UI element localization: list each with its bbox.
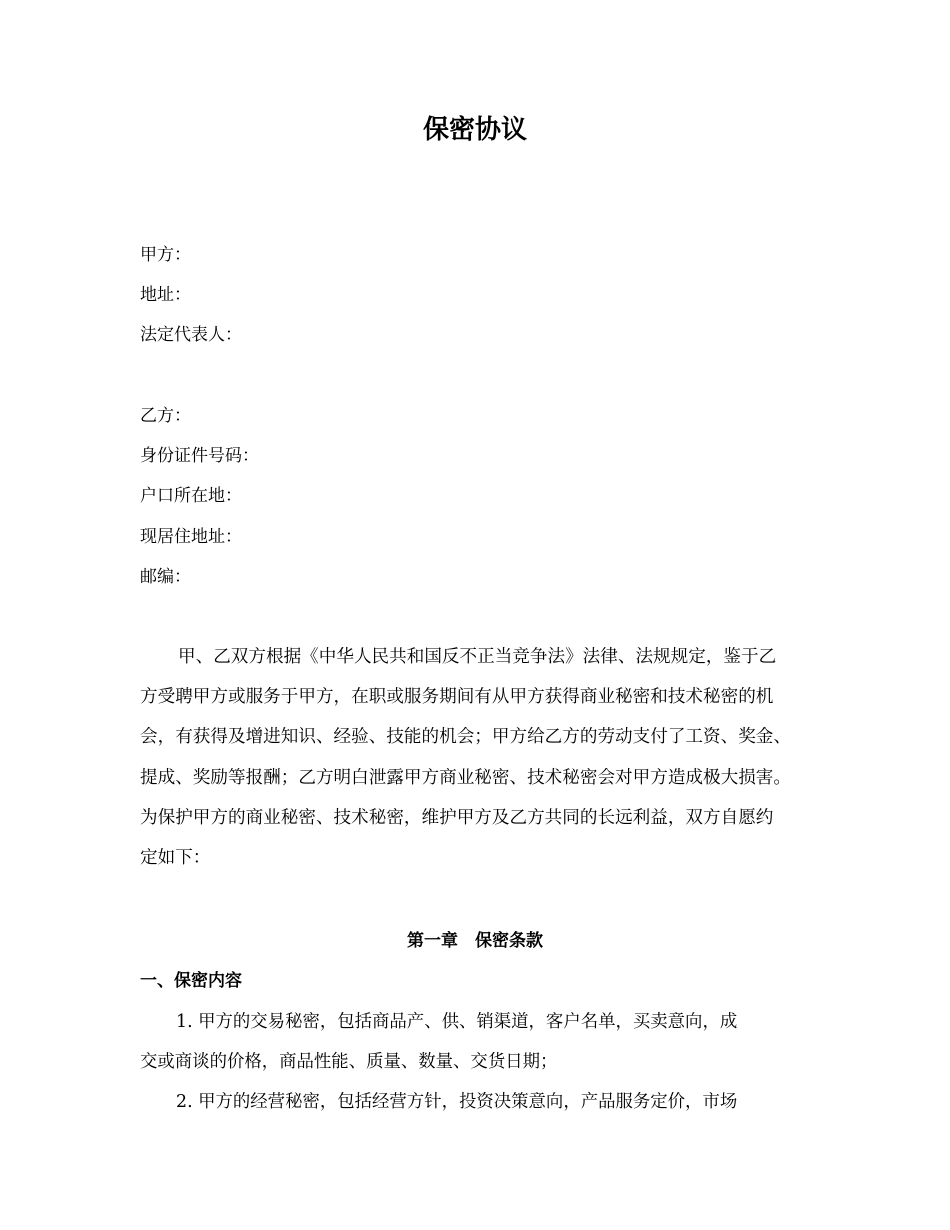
preamble-line: 会，有获得及增进知识、经验、技能的机会；甲方给乙方的劳动支付了工资、奖金、 (140, 727, 791, 747)
chapter-title: 第一章 保密条款 (407, 931, 543, 951)
clause-item-line: 2. 甲方的经营秘密，包括经营方针，投资决策意向，产品服务定价，市场 (176, 1092, 738, 1112)
party-b-hukou-label: 户口所在地： (140, 486, 242, 506)
clause-item-line: 1. 甲方的交易秘密，包括商品产、供、销渠道，客户名单，买卖意向，成 (176, 1012, 738, 1032)
party-a-representative-label: 法定代表人： (140, 325, 242, 345)
preamble-line: 方受聘甲方或服务于甲方，在职或服务期间有从甲方获得商业秘密和技术秘密的机 (140, 687, 774, 707)
party-b-id-label: 身份证件号码： (140, 446, 259, 466)
document-title: 保密协议 (422, 115, 527, 145)
section-title: 一、保密内容 (140, 971, 242, 991)
party-a-name-label: 甲方： (140, 245, 191, 265)
preamble-line: 为保护甲方的商业秘密、技术秘密，维护甲方及乙方共同的长远利益，双方自愿约 (140, 808, 774, 828)
preamble-line: 提成、奖励等报酬；乙方明白泄露甲方商业秘密、技术秘密会对甲方造成极大损害。 (140, 768, 791, 788)
preamble-line: 甲、乙双方根据《中华人民共和国反不正当竞争法》法律、法规规定，鉴于乙 (178, 647, 777, 667)
party-a-address-label: 地址： (140, 285, 191, 305)
party-b-residence-label: 现居住地址： (140, 527, 242, 547)
preamble-line: 定如下： (140, 848, 211, 868)
party-b-name-label: 乙方： (140, 406, 191, 426)
clause-item-line: 交或商谈的价格，商品性能、质量、数量、交货日期； (140, 1052, 558, 1072)
party-b-postcode-label: 邮编： (140, 567, 191, 587)
